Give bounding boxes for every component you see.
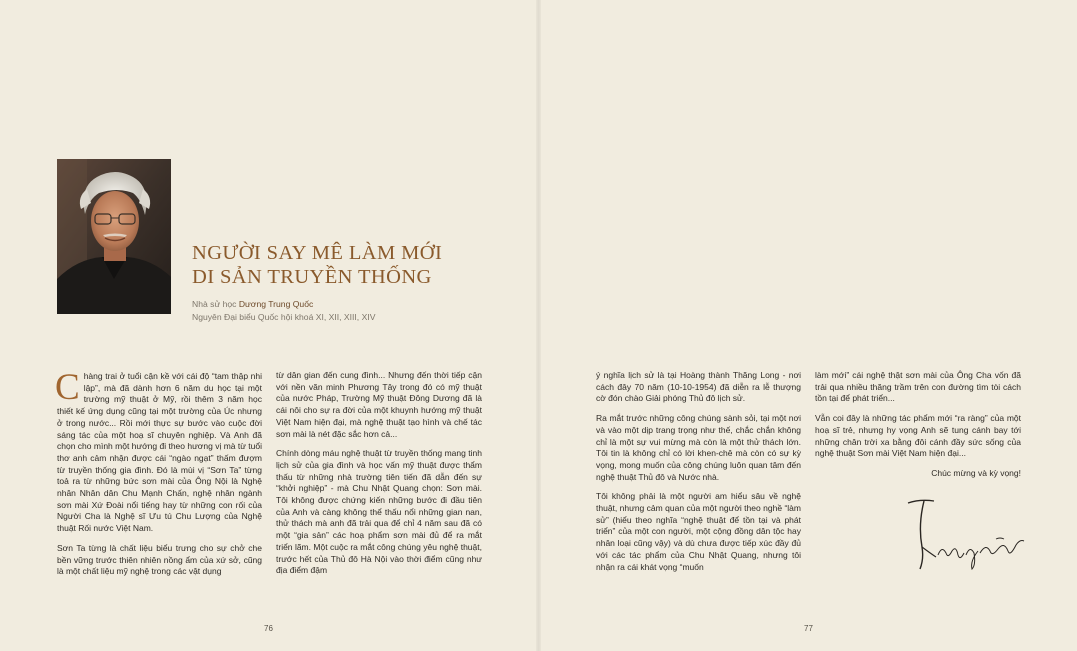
paragraph bbox=[55, 367, 262, 535]
article-title-block bbox=[192, 241, 522, 324]
paragraph: ý nghĩa lịch sử là tại Hoàng thành Thăng Long - nơi cách đây 70 năm (10-10-1954) đã diễn ra lễ thượng cờ đón chào Giải phóng Thủ đô lịch sử. bbox=[596, 370, 801, 404]
paragraph: Chính dòng máu nghệ thuật từ truyền thống mang tinh lịch sử của gia đình và học vấn mỹ thuật được thẩm thấu từ những nhà trường tiên tiến đã dẫn đến sự “khởi nghiệp” - mà Chu Nhật Quang chọn: Sơn mài. Tôi không được chứng kiến những bước đi đầu tiên của Anh và càng không thể thấu nổi những gian nan, thử thách mà anh đã trải qua để chỉ 4 năm sau đã có một “gia sản” các hoạ phẩm sơn mài đủ để ra mắt triển lãm. Một cuộc ra mắt công chúng yêu nghệ thuật, trước hết của Thủ đô Hà Nội vào thời điểm cũng như địa điểm đậm bbox=[276, 448, 482, 576]
paragraph: làm mới” cái nghệ thật sơn mài của Ông Cha vốn đã trải qua nhiều thăng trầm trên con đường tìm tòi cách tồn tại để phát triển... bbox=[815, 370, 1021, 404]
paragraph: Tôi không phải là một người am hiểu sâu về nghệ thuật, nhưng cảm quan của một người theo nghề “làm sử” (hiểu theo nghĩa “nghệ thuật để tồn tại và phát triển” của một con người, một cộng đồng dân tộc hay nhân loại cũng vậy) và dù chưa được tiếp xúc đầy đủ với các tác phẩm của Chu Nhật Quang, nhưng tôi nhận ra cái khát vọng “muốn bbox=[596, 491, 801, 572]
article-title-line-1: NGƯỜI SAY MÊ LÀM MỚI bbox=[192, 242, 443, 264]
author-name: Dương Trung Quốc bbox=[238, 299, 314, 309]
article-title-line-2: DI SẢN TRUYỀN THỐNG bbox=[192, 266, 432, 288]
text-column-4 bbox=[815, 370, 1021, 488]
paragraph: Vẫn coi đây là những tác phẩm mới “ra ràng” của một hoạ sĩ trẻ, nhưng hy vọng Anh sẽ tung cánh bay tới những chân trời xa bằng đôi cánh đầy sức sống của nghệ thuật Sơn mài Việt Nam hiện đại... bbox=[815, 413, 1021, 459]
handwritten-signature bbox=[900, 495, 1030, 590]
page-gutter bbox=[536, 0, 541, 651]
text-column-3 bbox=[596, 370, 801, 581]
author-prefix: Nhà sử học bbox=[192, 299, 237, 309]
author-byline bbox=[192, 298, 522, 311]
text-column-2 bbox=[276, 370, 482, 585]
drop-cap: C bbox=[55, 367, 80, 408]
author-portrait-photo bbox=[57, 159, 171, 314]
page-number-left: 76 bbox=[264, 624, 273, 633]
text-column-1 bbox=[55, 367, 262, 586]
page-number-right: 77 bbox=[804, 624, 813, 633]
author-role: Nguyên Đại biểu Quốc hội khoá XI, XII, XIII, XIV bbox=[192, 312, 376, 322]
paragraph: từ dân gian đến cung đình... Nhưng đến thời tiếp cận với nền văn minh Phương Tây trong đó có mỹ thuật của nước Pháp, Trường Mỹ thuật Đông Dương đã là cái nôi cho sự ra đời của một khuynh hướng mỹ thuật Việt Nam hiện đại, mà nghệ thuật tạo hình và chế tác sơn mài là nét đặc sắc hơn cả... bbox=[276, 370, 482, 439]
paragraph-text: hàng trai ở tuổi cận kề với cái độ “tam thập nhi lập”, mà đã dành hơn 6 năm du học tại một trường mỹ thuật ở Mỹ, rồi thêm 3 năm học thiết kế ứng dụng cũng tại một trường của Úc nhưng ở trong nước... Rồi mới thực sự bước vào cuộc đời sáng tác của một hoạ sĩ chuyên nghiệp. Và Anh đã chọn cho mình một hướng đi theo hương vị mà từ tuổi thơ anh cảm nhận được cái “ngào ngạt” thấm đượm từ truyền thống gia đình. Đó là mùi vị “Sơn Ta” từng toả ra từ những bức sơn mài của Ông Nội là Nghệ nhân Nhân dân Chu Mạnh Chấn, nghệ nhân ngành sơn mài Xứ Đoài nổi tiếng hay từ những con rối của Người Cha là Nghệ sĩ Ưu tú Chu Lượng của Nghệ thuật Rối nước Việt Nam. bbox=[57, 371, 262, 534]
paragraph: Ra mắt trước những công chúng sành sỏi, tại một nơi và vào một dịp trang trọng như thế, chắc chắn không chỉ là một sự vui mừng mà còn là một thử thách lớn. Tôi tin là không chỉ có lời khen-chê mà còn có sự kỳ vọng, mong muốn của công chúng luôn quan tâm đến nghệ thuật Thủ đô và Nước nhà. bbox=[596, 413, 801, 482]
portrait-illustration bbox=[57, 159, 171, 314]
paragraph: Sơn Ta từng là chất liệu biểu trưng cho sự chở che bền vững trước thiên nhiên nồng ẩm của xứ sở, cũng là một chất liệu mỹ nghệ trong các vật dụng bbox=[57, 542, 262, 577]
closing-remark: Chúc mừng và kỳ vọng! bbox=[931, 467, 1021, 478]
